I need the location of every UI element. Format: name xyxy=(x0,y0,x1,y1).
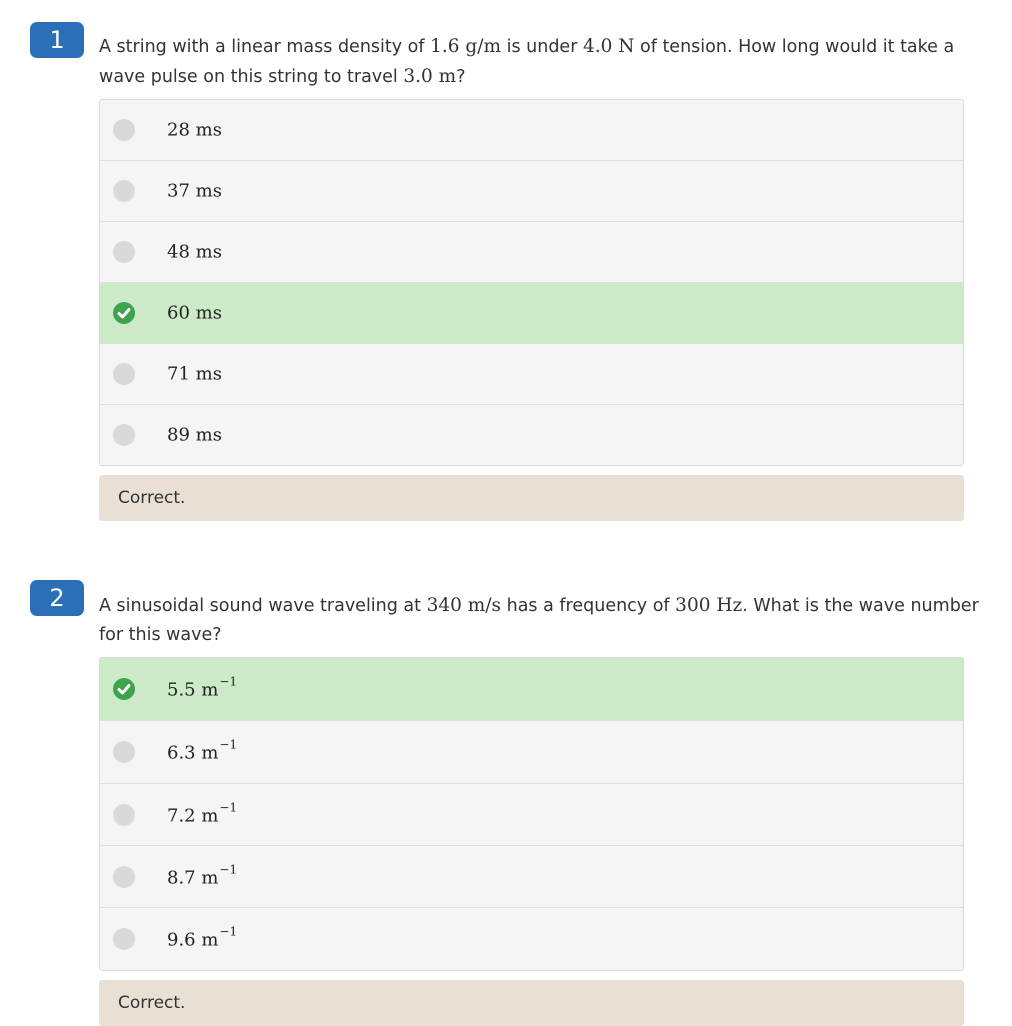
radio-circle-icon[interactable] xyxy=(113,424,135,446)
answer-option-value: 7.2 m xyxy=(167,805,219,826)
answer-option[interactable] xyxy=(100,784,963,846)
question-text xyxy=(99,591,979,650)
math-value: 300 Hz xyxy=(675,595,743,616)
answer-option-exponent: −1 xyxy=(219,800,238,814)
answer-option[interactable] xyxy=(100,344,963,405)
question-text-part: ? xyxy=(456,67,466,87)
radio-circle-icon[interactable] xyxy=(113,241,135,263)
math-value: 4.0 N xyxy=(582,36,635,57)
answer-option-exponent: −1 xyxy=(219,737,238,752)
answer-option-label xyxy=(167,674,238,701)
question-number-badge: 1 xyxy=(30,22,84,58)
answer-option-exponent: −1 xyxy=(219,674,238,689)
question-text xyxy=(99,32,979,92)
answer-option[interactable] xyxy=(100,100,963,161)
answer-option-label xyxy=(167,862,238,888)
question-text-part: A sinusoidal sound wave traveling at xyxy=(99,596,427,616)
answer-option-exponent: −1 xyxy=(219,924,238,939)
check-circle-icon[interactable] xyxy=(113,678,135,700)
question-text-part: is under xyxy=(501,37,583,57)
radio-circle-icon[interactable] xyxy=(113,928,135,950)
answer-option-label xyxy=(167,737,238,764)
question-text-part: of tension. How long would it take a wave pulse on this string to travel xyxy=(99,37,955,87)
radio-circle-icon[interactable] xyxy=(113,363,135,385)
answer-option-value: 5.5 m xyxy=(167,679,219,701)
answer-option-label: 28 ms xyxy=(167,119,222,141)
answer-option-correct[interactable] xyxy=(100,283,963,344)
answer-option-value: 9.6 m xyxy=(167,929,219,951)
question-text-part: . What is the wave number for this wave? xyxy=(99,596,979,645)
math-value: 1.6 g/m xyxy=(430,36,502,57)
answer-option[interactable] xyxy=(100,222,963,283)
answer-option-exponent: −1 xyxy=(219,862,238,876)
answer-option-label: 60 ms xyxy=(167,302,222,324)
answer-option-label: 89 ms xyxy=(167,424,222,446)
answer-option-label: 37 ms xyxy=(167,180,222,202)
radio-circle-icon[interactable] xyxy=(113,119,135,141)
answer-option-value: 6.3 m xyxy=(167,742,219,764)
radio-circle-icon[interactable] xyxy=(113,866,135,888)
question-number-badge: 2 xyxy=(30,580,84,616)
answer-option-correct[interactable] xyxy=(100,658,963,721)
answer-option[interactable] xyxy=(100,721,963,784)
answer-option-label: 71 ms xyxy=(167,363,222,385)
answer-option[interactable] xyxy=(100,908,963,970)
answer-option-value: 8.7 m xyxy=(167,867,219,888)
math-value: 3.0 m xyxy=(403,66,457,87)
question-text-part: has a frequency of xyxy=(501,596,676,616)
radio-circle-icon[interactable] xyxy=(113,741,135,763)
radio-circle-icon[interactable] xyxy=(113,804,135,826)
check-circle-icon[interactable] xyxy=(113,302,135,324)
answer-option-label: 48 ms xyxy=(167,241,222,263)
answer-options xyxy=(99,99,964,466)
question-text-part: A string with a linear mass density of xyxy=(99,37,431,57)
answer-option-label xyxy=(167,924,238,951)
answer-option[interactable] xyxy=(100,846,963,908)
feedback-message: Correct. xyxy=(99,980,964,1026)
answer-option[interactable] xyxy=(100,405,963,465)
math-value: 340 m/s xyxy=(426,595,502,616)
answer-options xyxy=(99,657,964,971)
radio-circle-icon[interactable] xyxy=(113,180,135,202)
answer-option-label xyxy=(167,800,238,826)
feedback-message: Correct. xyxy=(99,475,964,521)
answer-option[interactable] xyxy=(100,161,963,222)
